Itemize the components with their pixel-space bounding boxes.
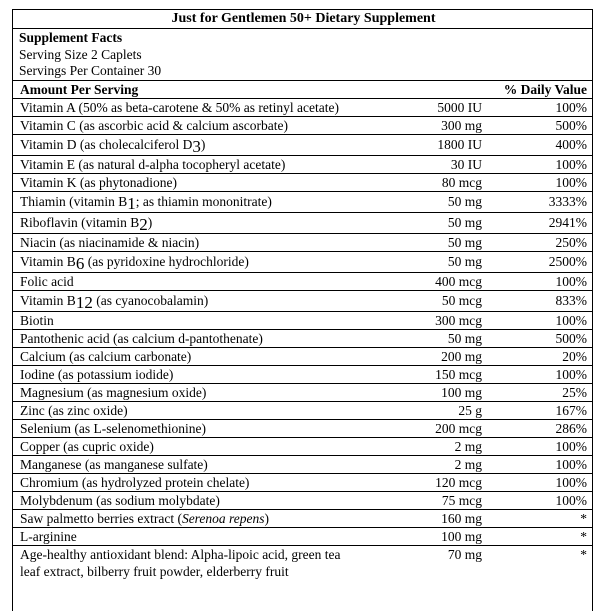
- nutrient-amount: 80 mcg: [368, 173, 492, 191]
- nutrient-daily-value: 500%: [492, 329, 593, 347]
- table-row: [13, 212, 593, 233]
- nutrient-name: Iodine (as potassium iodide): [13, 365, 368, 383]
- nutrient-name: Vitamin K (as phytonadione): [13, 173, 368, 191]
- nutrient-amount: 50 mg: [368, 329, 492, 347]
- nutrient-daily-value: 100%: [492, 455, 593, 473]
- nutrient-daily-value: *: [492, 509, 593, 527]
- nutrient-amount: 2 mg: [368, 455, 492, 473]
- nutrient-amount: 50 mg: [368, 233, 492, 251]
- nutrient-name: Folic acid: [13, 272, 368, 290]
- nutrient-daily-value: 100%: [492, 155, 593, 173]
- nutrient-daily-value: 100%: [492, 473, 593, 491]
- nutrient-name: Calcium (as calcium carbonate): [13, 347, 368, 365]
- table-row: [13, 173, 593, 191]
- nutrient-daily-value: 100%: [492, 491, 593, 509]
- nutrient-amount: 200 mcg: [368, 419, 492, 437]
- table-row: [13, 527, 593, 545]
- nutrient-name: Vitamin A (50% as beta-carotene & 50% as retinyl acetate): [13, 98, 368, 116]
- nutrient-daily-value: 3333%: [492, 191, 593, 212]
- table-row: [13, 98, 593, 116]
- nutrient-daily-value: 2500%: [492, 251, 593, 272]
- supplement-table: [13, 10, 593, 580]
- nutrient-amount: 75 mcg: [368, 491, 492, 509]
- nutrient-name: Vitamin D (as cholecalciferol D3): [13, 134, 368, 155]
- table-row: [13, 311, 593, 329]
- nutrient-daily-value: 167%: [492, 401, 593, 419]
- nutrient-amount: 160 mg: [368, 509, 492, 527]
- table-row: [13, 437, 593, 455]
- nutrient-amount: 300 mcg: [368, 311, 492, 329]
- nutrient-daily-value: 500%: [492, 116, 593, 134]
- nutrient-daily-value: 250%: [492, 233, 593, 251]
- table-row: [13, 383, 593, 401]
- nutrient-daily-value: 100%: [492, 311, 593, 329]
- table-row: [13, 419, 593, 437]
- nutrient-daily-value: 2941%: [492, 212, 593, 233]
- nutrient-name: Copper (as cupric oxide): [13, 437, 368, 455]
- nutrient-amount: 1800 IU: [368, 134, 492, 155]
- table-row: [13, 272, 593, 290]
- nutrient-name: Niacin (as niacinamide & niacin): [13, 233, 368, 251]
- nutrient-amount: 400 mcg: [368, 272, 492, 290]
- nutrient-daily-value: 833%: [492, 290, 593, 311]
- table-row: [13, 116, 593, 134]
- nutrient-daily-value: 100%: [492, 173, 593, 191]
- nutrient-daily-value: 100%: [492, 98, 593, 116]
- nutrient-amount: 50 mg: [368, 191, 492, 212]
- nutrient-amount: 100 mg: [368, 383, 492, 401]
- table-row: [13, 233, 593, 251]
- facts-heading: Supplement Facts: [19, 30, 123, 45]
- nutrient-amount: 30 IU: [368, 155, 492, 173]
- nutrient-amount: 5000 IU: [368, 98, 492, 116]
- nutrient-name: Riboflavin (vitamin B2): [13, 212, 368, 233]
- nutrient-amount: 70 mg: [368, 545, 492, 580]
- daily-value-header: % Daily Value: [368, 80, 593, 98]
- supplement-facts-panel: [12, 9, 593, 611]
- nutrient-amount: 50 mg: [368, 212, 492, 233]
- nutrient-name: Vitamin B6 (as pyridoxine hydrochloride): [13, 251, 368, 272]
- nutrient-daily-value: 286%: [492, 419, 593, 437]
- nutrient-amount: 200 mg: [368, 347, 492, 365]
- nutrient-name: L-arginine: [13, 527, 368, 545]
- nutrient-name: Manganese (as manganese sulfate): [13, 455, 368, 473]
- nutrient-name: Vitamin E (as natural d-alpha tocopheryl acetate): [13, 155, 368, 173]
- nutrient-amount: 25 g: [368, 401, 492, 419]
- nutrient-daily-value: 20%: [492, 347, 593, 365]
- table-row: [13, 347, 593, 365]
- nutrient-daily-value: *: [492, 545, 593, 580]
- nutrient-name: Pantothenic acid (as calcium d-pantothenate): [13, 329, 368, 347]
- title-row: [13, 10, 593, 29]
- nutrient-daily-value: 100%: [492, 365, 593, 383]
- nutrient-name: Molybdenum (as sodium molybdate): [13, 491, 368, 509]
- nutrient-daily-value: 100%: [492, 272, 593, 290]
- nutrient-daily-value: 25%: [492, 383, 593, 401]
- nutrient-name: Selenium (as L-selenomethionine): [13, 419, 368, 437]
- nutrient-name: Vitamin B12 (as cyanocobalamin): [13, 290, 368, 311]
- nutrient-name: Biotin: [13, 311, 368, 329]
- nutrient-name: Zinc (as zinc oxide): [13, 401, 368, 419]
- nutrient-amount: 2 mg: [368, 437, 492, 455]
- nutrient-amount: 100 mg: [368, 527, 492, 545]
- table-row: [13, 134, 593, 155]
- nutrient-amount: 120 mcg: [368, 473, 492, 491]
- table-row: [13, 509, 593, 527]
- nutrient-daily-value: 100%: [492, 437, 593, 455]
- table-row: [13, 545, 593, 580]
- table-row: [13, 155, 593, 173]
- nutrient-name: Saw palmetto berries extract (Serenoa repens): [13, 509, 368, 527]
- nutrient-daily-value: 400%: [492, 134, 593, 155]
- nutrient-amount: 300 mg: [368, 116, 492, 134]
- servings-per-container: Servings Per Container 30: [19, 63, 162, 78]
- nutrient-amount: 50 mg: [368, 251, 492, 272]
- amount-per-serving-header: Amount Per Serving: [13, 80, 368, 98]
- column-header-row: [13, 80, 593, 98]
- table-row: [13, 191, 593, 212]
- nutrient-amount: 50 mcg: [368, 290, 492, 311]
- table-row: [13, 491, 593, 509]
- nutrient-amount: 150 mcg: [368, 365, 492, 383]
- nutrient-name: Chromium (as hydrolyzed protein chelate): [13, 473, 368, 491]
- product-title: Just for Gentlemen 50+ Dietary Supplement: [13, 10, 593, 29]
- nutrient-name: Vitamin C (as ascorbic acid & calcium ascorbate): [13, 116, 368, 134]
- nutrient-name: Magnesium (as magnesium oxide): [13, 383, 368, 401]
- table-row: [13, 251, 593, 272]
- table-row: [13, 401, 593, 419]
- serving-size: Serving Size 2 Caplets: [19, 46, 142, 62]
- nutrient-daily-value: *: [492, 527, 593, 545]
- table-row: [13, 329, 593, 347]
- table-row: [13, 290, 593, 311]
- nutrient-name: Age-healthy antioxidant blend: Alpha-lipoic acid, green tea leaf extract, bilberry fruit powder, elderberry fruit: [13, 545, 368, 580]
- table-row: [13, 365, 593, 383]
- table-row: [13, 455, 593, 473]
- nutrient-name: Thiamin (vitamin B1; as thiamin mononitrate): [13, 191, 368, 212]
- table-row: [13, 473, 593, 491]
- facts-row: [13, 29, 593, 81]
